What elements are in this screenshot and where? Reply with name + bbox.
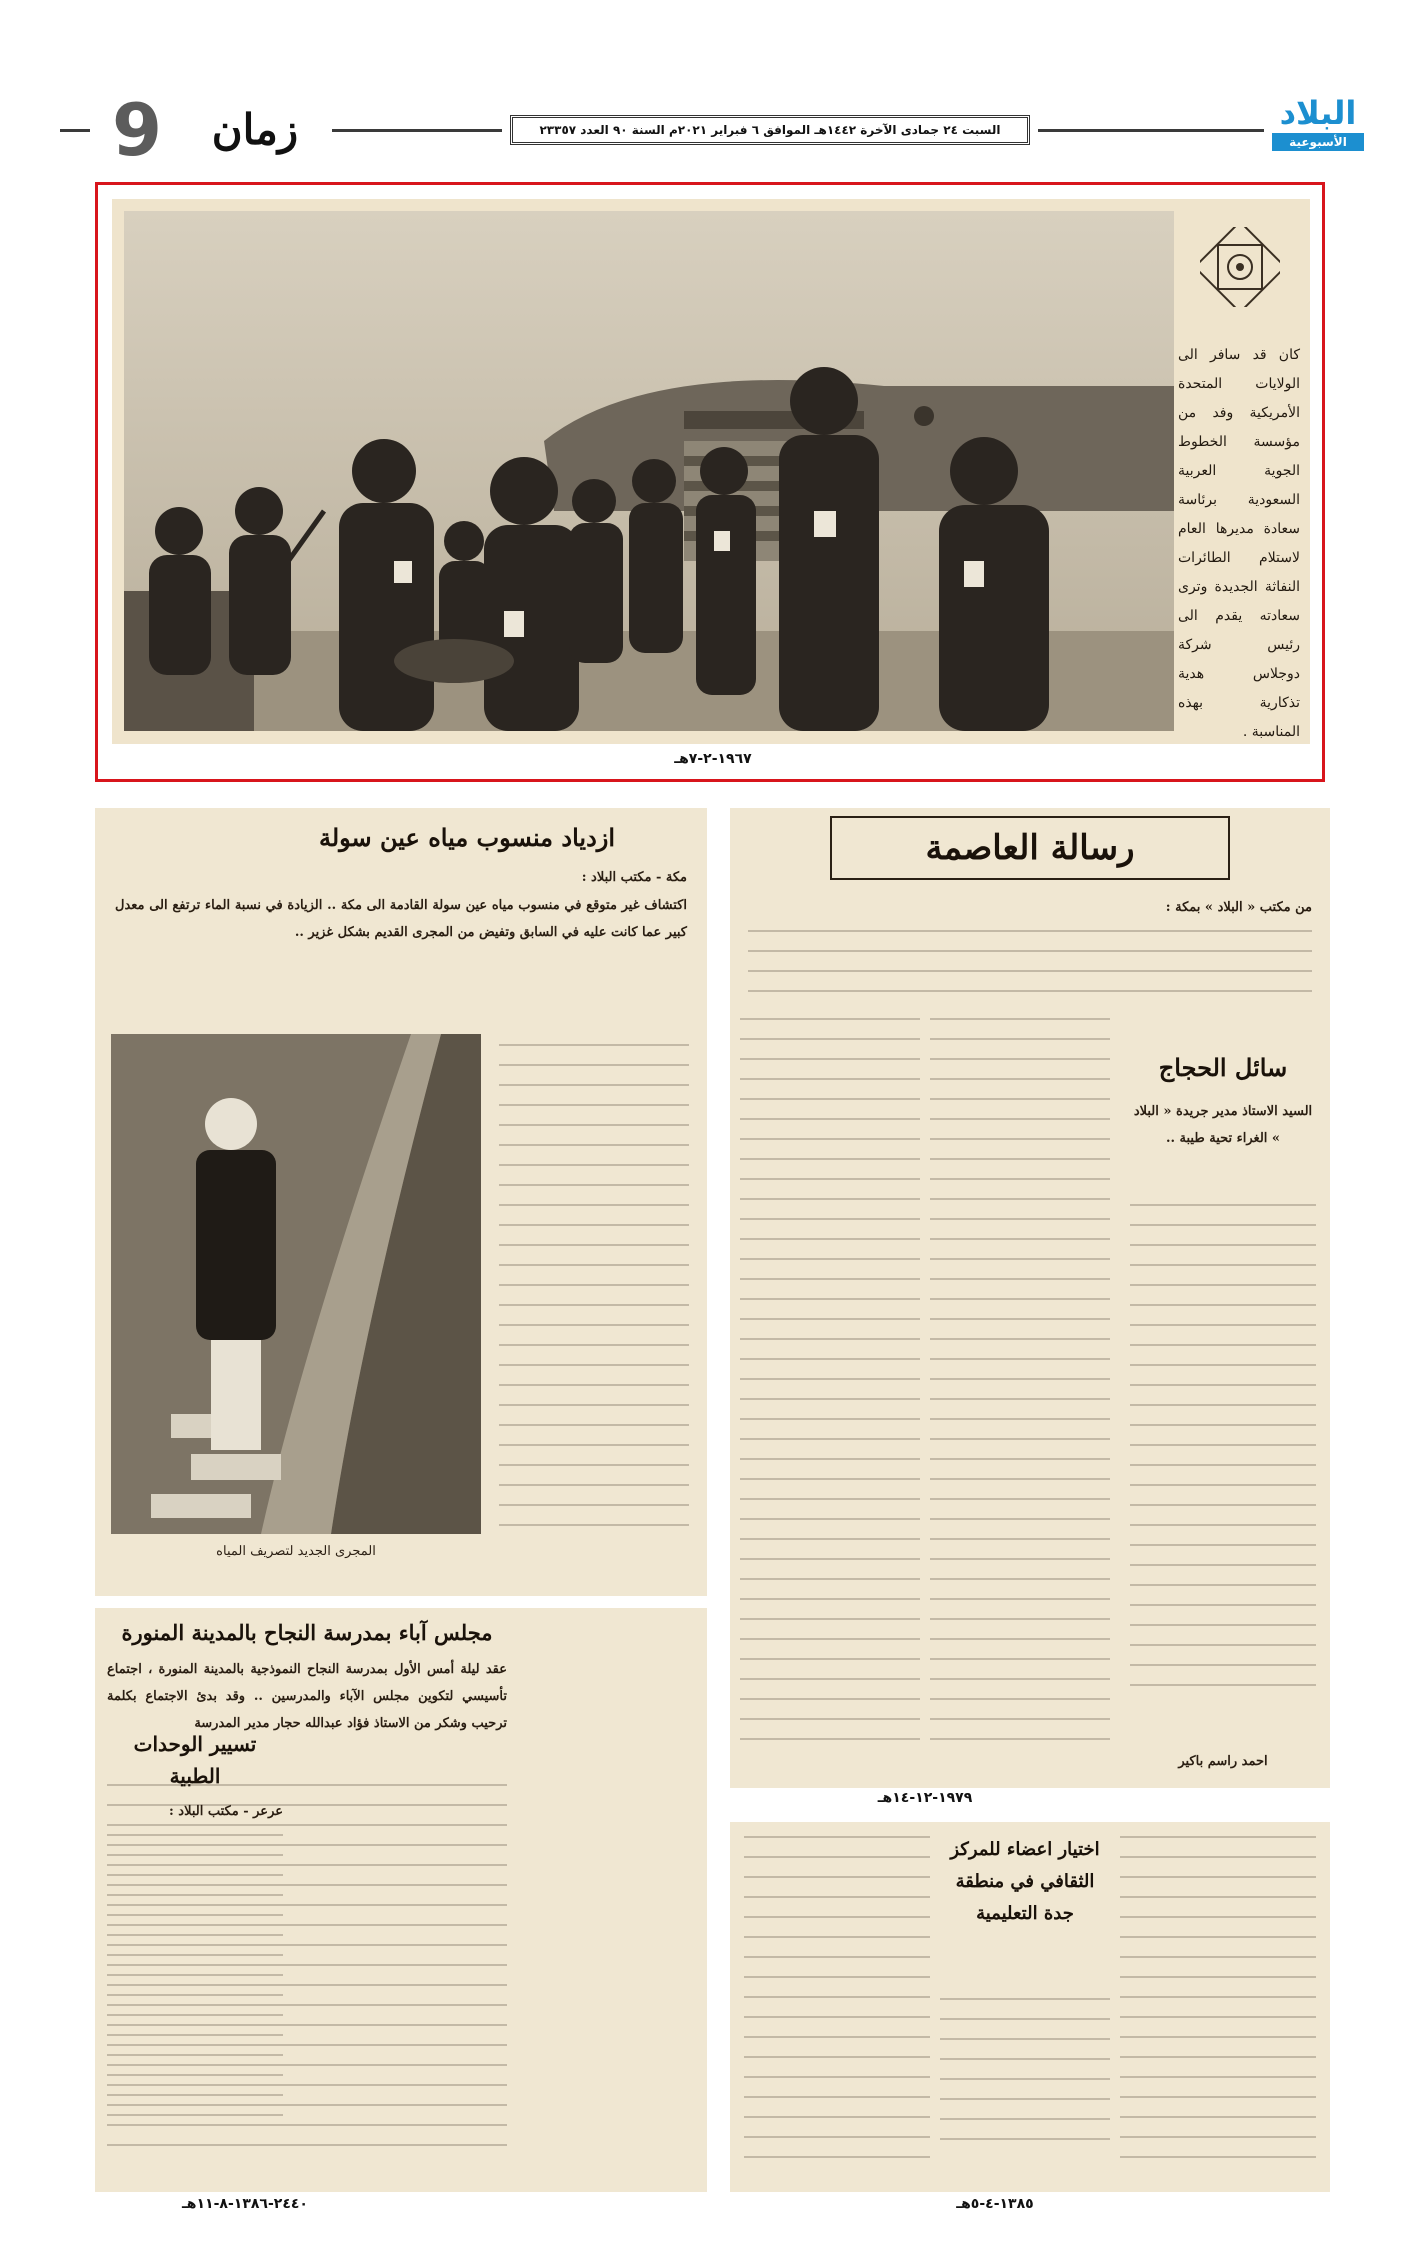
- newspaper-logo[interactable]: [1272, 95, 1364, 153]
- medical-headline: تسيير الوحدات الطبية: [133, 1732, 257, 1788]
- water-body-text: [499, 1044, 689, 1544]
- rule-left: [60, 129, 90, 132]
- issue-dateline: السبت ٢٤ جمادى الآخرة ١٤٤٢هـ الموافق ٦ فبراير ٢٠٢١م السنة ٩٠ العدد ٢٣٣٥٧: [510, 115, 1030, 145]
- water-lead: اكتشاف غير متوقع في منسوب مياه عين سولة القادمة الى مكة .. الزيادة في نسبة الماء ترتفع الى معدل كبير عما كانت عليه في السابق وتفيض من المجرى القديم بشكل غزير ..: [115, 898, 687, 940]
- masthead: [60, 88, 1360, 172]
- page-number: 9: [111, 88, 163, 172]
- clipping-water-level: [95, 808, 707, 1596]
- pilgrims-headline: سائل الحجاج: [1158, 1053, 1288, 1082]
- clipping-parents-council: [95, 1608, 707, 2192]
- water-headline: ازدياد منسوب مياه عين سولة: [318, 823, 616, 852]
- rule-middle: [332, 129, 502, 132]
- capital-dateline: من مكتب « البلاد » بمكة :: [1165, 900, 1312, 915]
- medical-dateline: عرعر - مكتب البلاد :: [168, 1804, 283, 1819]
- water-dateline: مكة - مكتب البلاد :: [581, 870, 687, 885]
- capital-col-far: [740, 1018, 920, 1758]
- clipping-cultural-center: [730, 1822, 1330, 2192]
- rule-right: [1038, 129, 1264, 132]
- cultural-date: ١٣٨٥-٤-٥هـ: [956, 2196, 1034, 2212]
- pilgrims-subtitle: السيد الاستاذ مدير جريدة « البلاد » الغراء تحية طيبة ..: [1133, 1104, 1313, 1146]
- logo-sub-text: الأسبوعية: [1272, 133, 1364, 151]
- ornament-icon: [1200, 227, 1280, 307]
- cultural-headline: اختيار اعضاء للمركز الثقافي في منطقة جدة التعليمية: [950, 1839, 1100, 1924]
- parents-lead: عقد ليلة أمس الأول بمدرسة النجاح النموذجية بالمدينة المنورة ، اجتماع تأسيسي لتكوين مجلس الآباء والمدرسين .. وقد بدئ الاجتماع بكلمة ترحيب وشكر من الاستاذ فؤاد عبدالله حجار مدير المدرسة: [107, 1662, 507, 1731]
- parents-date: ٢٤٤٠-١٣٨٦-٨-١١هـ: [182, 2196, 308, 2212]
- cultural-col-left: [744, 1836, 930, 2176]
- cultural-col-right: [1120, 1836, 1316, 2176]
- feature-caption: كان قد سافر الى الولايات المتحدة الأمريكية وفد من مؤسسة الخطوط الجوية العربية السعودية برئاسة سعادة مديرها العام لاستلام الطائرات النفاثة الجديدة وترى سعادته يقدم الى رئيس شركة دوجلاس هدية تذكارية بهذه المناسبة .: [1178, 347, 1300, 740]
- delegation-photo[interactable]: [124, 211, 1174, 731]
- logo-main-text: البلاد: [1279, 94, 1357, 132]
- feature-frame: [95, 182, 1325, 782]
- feature-date: ١٩٦٧-٢-٧هـ: [674, 751, 752, 767]
- parents-headline: مجلس آباء بمدرسة النجاح بالمدينة المنورة: [121, 1620, 493, 1645]
- medical-body-text: [107, 1834, 283, 2134]
- canal-photo-caption: المجرى الجديد لتصريف المياه: [216, 1544, 376, 1559]
- feature-caption-column: [1178, 211, 1300, 740]
- capital-headline: رسالة العاصمة: [830, 816, 1230, 880]
- capital-date: ١٩٧٩-١٢-١٤هـ: [877, 1790, 973, 1806]
- capital-col-left: [930, 1018, 1110, 1758]
- cultural-col-middle: [940, 1998, 1110, 2158]
- capital-intro-text: [748, 930, 1312, 1010]
- canal-photo[interactable]: [111, 1034, 481, 1534]
- pilgrims-author: احمد راسم باكير: [1178, 1754, 1268, 1769]
- clipping-capital-letter: [730, 808, 1330, 1788]
- section-title: زمان: [211, 105, 299, 154]
- pilgrims-body-text: [1130, 1204, 1316, 1704]
- feature-clipping: [112, 199, 1310, 744]
